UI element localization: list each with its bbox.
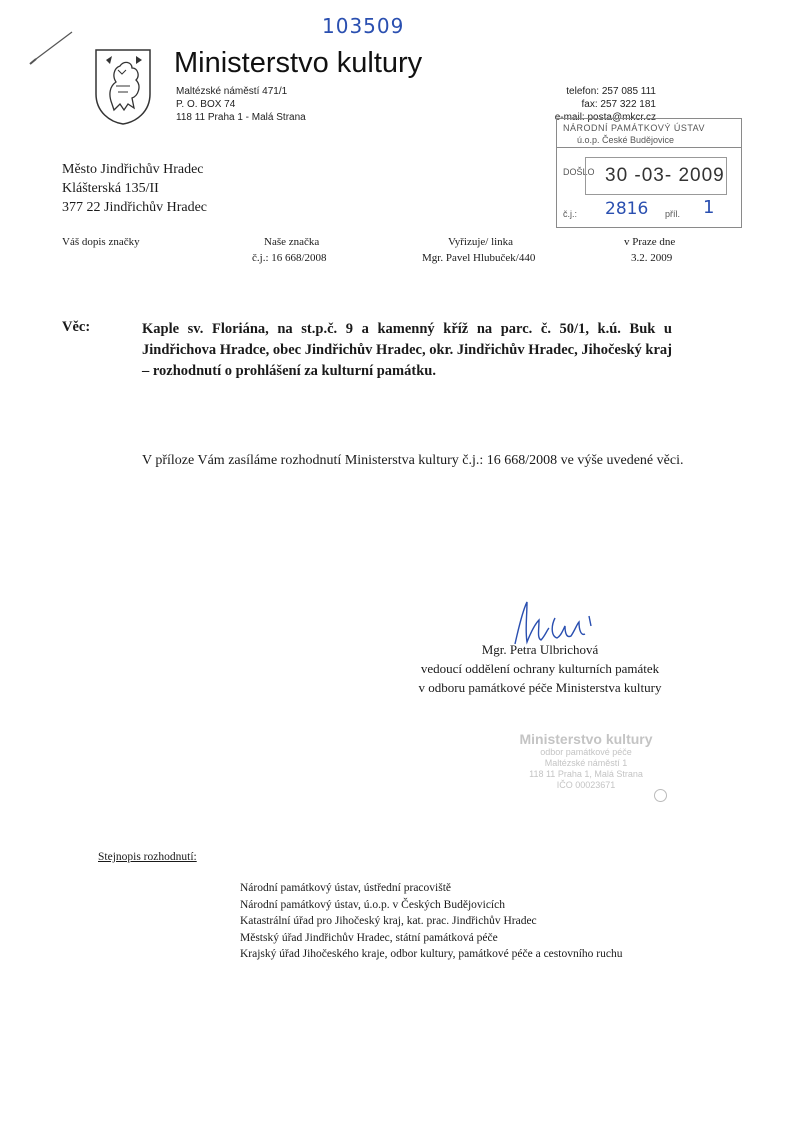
subject-text: Kaple sv. Floriána, na st.p.č. 9 a kamenný kříž na parc. č. 50/1, k.ú. Buk u Jindřichova Hradce, obec Jindřichův Hradec, okr. Jindřichův Hradec, Jihočeský kraj – rozhodnutí o prohlášení za kulturní památku.	[142, 321, 672, 379]
copies-list	[240, 880, 622, 963]
subject-label: Věc:	[62, 319, 91, 335]
copy-recipient-3: Katastrální úřad pro Jihočeský kraj, kat. prac. Jindřichův Hradec	[240, 915, 537, 928]
copy-recipient-1: Národní památkový ústav, ústřední pracoviště	[240, 882, 451, 894]
official-stamp-line-4: IČO 00023671	[556, 780, 616, 790]
signatory-name: Mgr. Petra Ulbrichová	[481, 642, 599, 657]
received-stamp-cj-label: č.j.:	[563, 209, 578, 219]
copy-recipient-4: Městský úřad Jindřichův Hradec, státní památková péče	[240, 931, 498, 944]
our-ref-value: č.j.: 16 668/2008	[252, 252, 327, 264]
signatory-title-1: vedoucí oddělení ochrany kulturních památek	[420, 661, 660, 676]
handled-by-label: Vyřizuje/ linka	[448, 236, 514, 248]
address-line-1: Maltézské náměstí 471/1	[176, 86, 288, 97]
official-stamp-line-1: odbor památkové péče	[540, 747, 632, 757]
address-line-2: P. O. BOX 74	[176, 99, 236, 110]
received-stamp-title: NÁRODNÍ PAMÁTKOVÝ ÚSTAV	[563, 123, 706, 133]
received-stamp	[556, 118, 742, 228]
letter-date: 3.2. 2009	[631, 252, 673, 264]
contact-email: e-mail: posta@mkcr.cz	[554, 112, 656, 123]
official-stamp	[496, 731, 676, 791]
your-letter-label: Váš dopis značky	[62, 236, 140, 248]
contact-fax: fax: 257 322 181	[581, 99, 656, 110]
copy-recipient-2: Národní památkový ústav, ú.o.p. v Českých Budějovicích	[240, 898, 505, 911]
copies-label: Stejnopis rozhodnutí:	[98, 851, 197, 863]
received-stamp-attachments-label: příl.	[665, 209, 681, 219]
copy-recipient-5: Krajský úřad Jihočeského kraje, odbor kultury, památkové péče a cestovního ruchu	[240, 948, 623, 961]
signatory-title-2: v odboru památkové péče Ministerstva kultury	[418, 680, 662, 695]
our-ref-label: Naše značka	[264, 236, 320, 248]
received-stamp-divider	[557, 147, 741, 148]
handled-by-value: Mgr. Pavel Hlubuček/440	[422, 252, 536, 264]
received-stamp-date-label: DOŠLO	[563, 167, 595, 177]
official-stamp-line-3: 118 11 Praha 1, Malá Strana	[529, 769, 643, 779]
place-date-label: v Praze dne	[624, 236, 676, 248]
received-stamp-date: 30 -03- 2009	[605, 165, 725, 186]
recipient-line-3: 377 22 Jindřichův Hradec	[62, 200, 208, 215]
recipient-line-1: Město Jindřichův Hradec	[62, 162, 204, 177]
official-stamp-line-2: Maltézské náměstí 1	[544, 758, 628, 768]
coat-of-arms-lion-icon	[92, 46, 154, 126]
pen-stroke-mark	[28, 28, 78, 68]
address-line-3: 118 11 Praha 1 - Malá Strana	[176, 112, 306, 123]
recipient-line-2: Klášterská 135/II	[62, 181, 159, 196]
handwritten-document-number: 103509	[322, 14, 405, 38]
body-paragraph: V příloze Vám zasíláme rozhodnutí Ministerstva kultury č.j.: 16 668/2008 ve výše uvedené věci.	[142, 453, 684, 468]
official-stamp-seal-icon	[654, 789, 667, 802]
ministry-title: Ministerstvo kultury	[174, 47, 423, 79]
received-stamp-attachments-value: 1	[703, 197, 715, 218]
official-stamp-title: Ministerstvo kultury	[519, 731, 653, 747]
received-stamp-cj-value: 2816	[605, 199, 649, 219]
contact-phone: telefon: 257 085 111	[566, 86, 656, 97]
received-stamp-subtitle: ú.o.p. České Budějovice	[577, 135, 675, 145]
